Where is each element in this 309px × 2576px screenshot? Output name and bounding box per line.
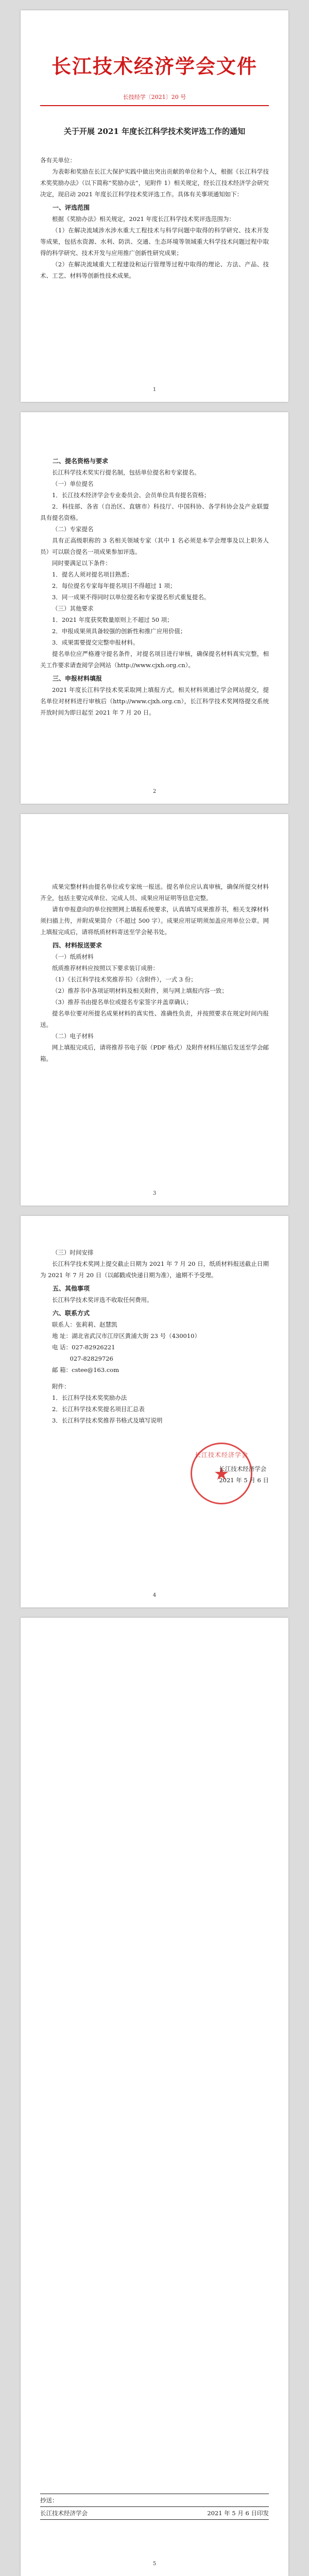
section-4-sub1-item-3: （3）推荐书由提名单位或提名专家签字并盖章确认； [52, 998, 192, 1006]
page-4-body [40, 1247, 269, 1426]
page-2 [21, 412, 288, 804]
section-2-sub2-text2: 同时要满足以下条件： [52, 560, 111, 567]
contact-line-3: 电 话：027-82926221 [52, 1344, 115, 1351]
section-1-text: 根据《奖励办法》相关规定，2021 年度长江科学技术奖评选范围为： [52, 215, 235, 223]
contact-line-2: 地 址：湖北省武汉市江岸区黄浦大街 23 号（430010） [52, 1332, 200, 1340]
distribution-footer [40, 2494, 269, 2520]
page-number: 3 [152, 1191, 157, 1196]
section-6-heading: 六、联系方式 [53, 1310, 90, 1317]
seal-text: 长江技术经济学会 [194, 1451, 248, 1459]
document-number: 长技经学〔2021〕20 号 [123, 94, 186, 100]
section-4-heading: 四、材料报送要求 [53, 942, 102, 949]
header-divider [40, 105, 269, 106]
page-5 [21, 1618, 288, 2576]
contact-line-5: 邮 箱：cstee@163.com [52, 1366, 119, 1374]
page-1-body [40, 155, 269, 281]
footer-date: 2021 年 5 月 6 日印发 [207, 2510, 269, 2517]
attachment-2: 2．长江科学技术奖提名项目汇总表 [52, 1405, 145, 1413]
section-5-text: 长江科学技术奖评选不收取任何费用。 [52, 1296, 153, 1303]
section-2-sub1-item-2: 2．科技部、各省（自治区、直辖市）科技厅、中国科协、各学科协会及产业联盟具有提名资格。 [40, 503, 269, 521]
footer-org: 长江技术经济学会 [40, 2510, 88, 2517]
document-header: 长江技术经济学会文件 [51, 55, 258, 78]
section-2-sub3: （三）其他要求 [52, 605, 94, 612]
section-4-sub3: （三）时间安排 [52, 1249, 94, 1256]
section-2-heading: 二、提名资格与要求 [53, 457, 109, 465]
section-4-sub1-item-2: （2）推荐书中各项证明材料及相关附件，须与网上填报内容一致； [52, 987, 228, 994]
section-4-sub1-text-2: 提名单位要对所提名成果材料的真实性、准确性负责，并按照要求在规定时间内报送。 [40, 1010, 269, 1028]
section-4-sub1-text: 纸质推荐材料应按照以下要求装订成册： [52, 964, 159, 972]
section-2-sub2-item-3: 3．同一成果不得同时以单位提名和专家提名形式重复提名。 [52, 594, 210, 601]
section-2-sub3-item-2: 2．申报成果须具备较强的创新性和推广应用价值； [52, 628, 186, 635]
section-5-heading: 五、其他事项 [53, 1285, 90, 1292]
section-2-sub2-text: 具有正高级职称的 3 名相关领域专家（其中 1 名必须是本学会理事及以上职务人员）可以联合提名一项成果参加评选。 [40, 537, 269, 555]
salutation: 各有关单位： [40, 157, 76, 164]
section-2-note: 提名单位应严格遵守提名条件，对提名项目进行审核，确保提名材料真实完整，相关工作要求请查阅学会网站（http://www.cjxh.org.cn）。 [40, 650, 269, 669]
attachment-3: 3．长江科学技术奖推荐书格式及填写说明 [52, 1417, 163, 1424]
document-title: 关于开展 2021 年度长江科学技术奖评选工作的通知 [63, 127, 246, 136]
page-3 [21, 814, 288, 1206]
section-1-item-2: （2）在解决流域重大工程建设和运行管理等过程中取得的理论、方法、产品、技术、工艺、材料等创新性技术成果。 [40, 261, 269, 279]
section-2-sub2-item-1: 1．提名人须对提名项目熟悉； [52, 571, 133, 578]
page-number: 5 [152, 2561, 157, 2567]
page-1 [21, 10, 288, 402]
page-number: 2 [152, 789, 157, 794]
section-2-text: 长江科学技术奖实行提名制，包括单位提名和专家提名。 [52, 469, 200, 476]
contact-line-1: 联系人：张莉莉、赵慧凯 [52, 1321, 117, 1328]
section-2-sub3-item-1: 1．2021 年度获奖数量原则上不超过 50 项； [52, 616, 173, 623]
section-3-heading: 三、申报材料填报 [53, 675, 102, 682]
page-number: 4 [152, 1592, 157, 1598]
attachments-label: 附件： [52, 1383, 70, 1390]
section-1-item-1: （1）在解决流域涉水涉水重大工程技术与科学问题中取得的科学研究、技术开发等成果，包括水资源、水利、防洪、交通、生态环境等领域重大科学技术问题过程中取得的科学研究、技术开发与应用推广创新性研究成果； [40, 227, 269, 257]
seal-star-icon: ★ [213, 1464, 230, 1484]
section-4-sub2: （二）电子材料 [52, 1032, 94, 1040]
section-4-sub2-text: 网上填报完成后，请将推荐书电子版（PDF 格式）及附件材料压缩后发送至学会邮箱。 [40, 1044, 269, 1062]
section-2-sub2: （二）专家提名 [52, 526, 94, 533]
cc-label: 抄送： [40, 2497, 58, 2504]
signature-block [219, 1463, 269, 1486]
section-2-sub1: （一）单位提名 [52, 480, 94, 487]
section-3-text-3: 请有申报意向的单位按照网上填报系统要求，认真填写成果推荐书，相关支撑材料须扫描上传，并附成果简介（不超过 500 字）。成果应用证明须加盖应用单位公章。网上填报完成后，请将纸质材料寄送至学会秘书处。 [40, 906, 269, 936]
contact-line-4: 027-82829726 [70, 1355, 113, 1362]
sign-date: 2021 年 5 月 6 日 [219, 1477, 269, 1484]
page-2-body [40, 453, 269, 718]
page-4 [21, 1216, 288, 1607]
section-4-sub1-item-1: （1）《长江科学技术奖推荐书》（含附件），一式 3 份； [52, 976, 197, 983]
sign-org: 长江技术经济学会 [219, 1465, 267, 1472]
section-3-text: 2021 年度长江科学技术奖采取网上填报方式。相关材料须通过学会网站提交，提名单位对材料进行审核后（http://www.cjxh.org.cn），长江科学技术奖网络提交系统开放时间为即日起至 2021 年 7 月 20 日。 [40, 686, 269, 716]
intro-paragraph: 为表彰和奖励在长江大保护实践中做出突出贡献的单位和个人，根据《长江科学技术奖奖励办法》（以下简称“奖励办法”，见附件 1）相关规定，经长江技术经济学会研究决定，现启动 2021 年度长江科学技术奖评选工作。具体有关事项通知如下： [40, 168, 269, 198]
section-2-sub1-item-1: 1．长江技术经济学会专业委员会、会员单位具有提名资格； [52, 492, 210, 499]
page-number: 1 [152, 387, 157, 393]
section-2-sub2-item-2: 2．每位提名专家每年提名项目不得超过 1 项； [52, 582, 176, 589]
section-1-heading: 一、评选范围 [53, 204, 90, 211]
section-2-sub3-item-3: 3．成果需要提交完整申报材料。 [52, 639, 139, 646]
attachment-1: 1．长江科学技术奖奖励办法 [52, 1394, 127, 1401]
section-4-sub3-text: 长江科学技术奖网上提交截止日期为 2021 年 7 月 20 日，纸质材料报送截止日期为 2021 年 7 月 20 日（以邮戳或快递日期为准），逾期不予受理。 [40, 1260, 269, 1279]
section-3-text-2: 成果完整材料由提名单位或专家统一报送。提名单位应认真审核，确保所提交材料齐全，包括主要完成单位、完成人员、成果应用证明等信息完整。 [40, 883, 269, 902]
section-4-sub1: （一）纸质材料 [52, 953, 94, 960]
page-3-body [40, 881, 269, 1064]
